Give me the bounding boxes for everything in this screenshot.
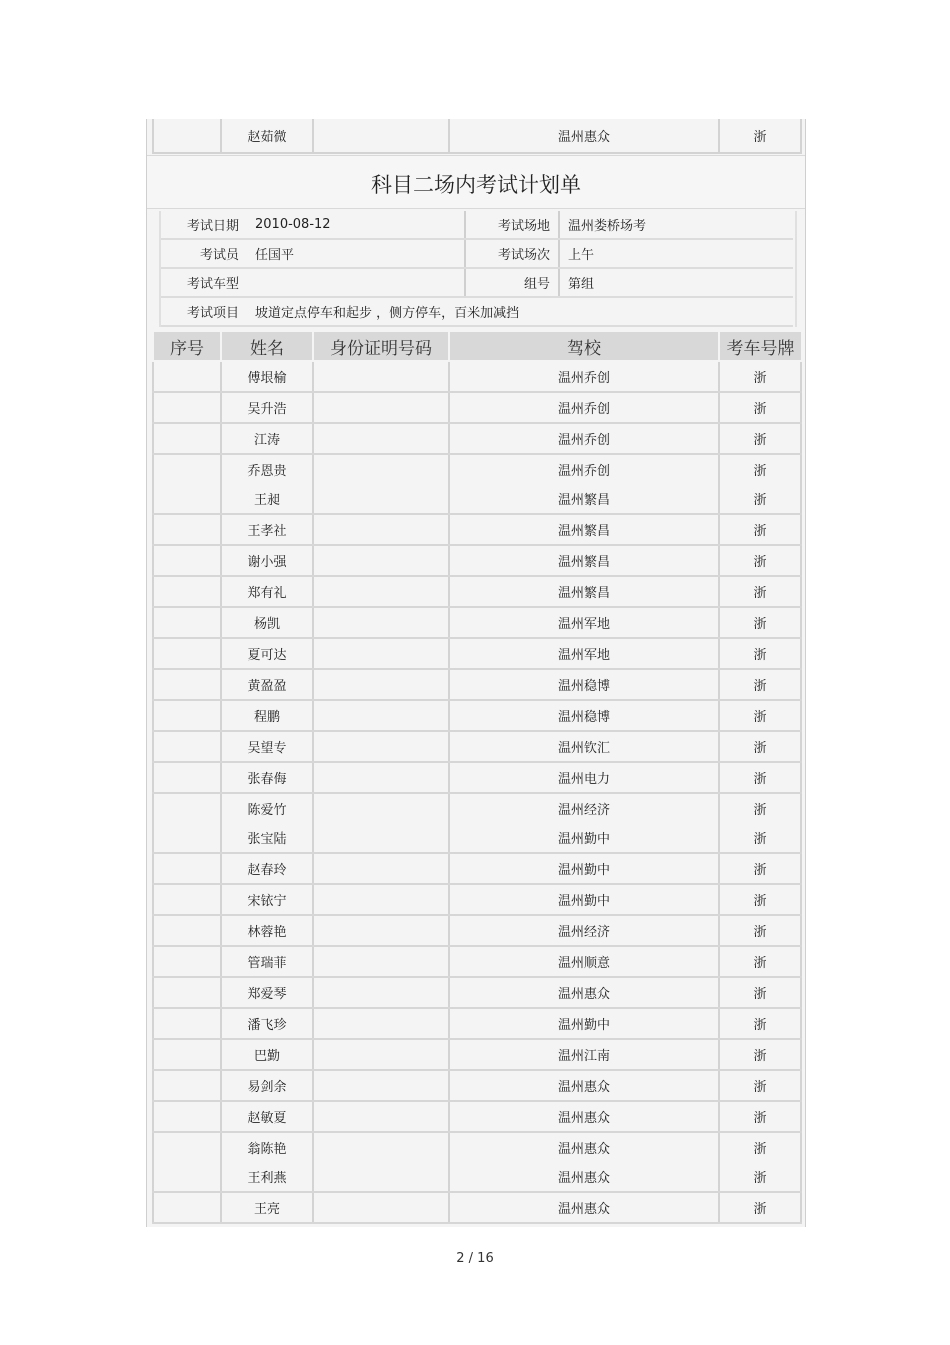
school-cell: 温州乔创 <box>449 392 719 423</box>
school-cell: 温州顺意 <box>449 946 719 977</box>
name-cell: 赵茹微 <box>221 119 313 153</box>
id-cell <box>313 977 449 1008</box>
seq-cell <box>153 762 221 793</box>
name-cell: 陈爱竹 <box>221 793 313 823</box>
session-value: 上午 <box>559 239 793 268</box>
seq-cell <box>153 638 221 669</box>
seq-cell <box>153 607 221 638</box>
table-row <box>153 514 801 545</box>
candidate-table <box>152 362 802 1224</box>
school-cell: 温州惠众 <box>449 1101 719 1132</box>
school-cell: 温州勤中 <box>449 884 719 915</box>
id-cell <box>313 392 449 423</box>
plate-cell: 浙 <box>719 731 801 762</box>
carryover-row <box>153 119 801 153</box>
table-row <box>153 946 801 977</box>
candidate-rows <box>153 362 801 1223</box>
table-row <box>153 977 801 1008</box>
school-cell: 温州江南 <box>449 1039 719 1070</box>
plate-cell: 浙 <box>719 1192 801 1223</box>
id-cell <box>313 607 449 638</box>
name-cell: 乔恩贵 <box>221 454 313 484</box>
name-cell: 吴升浩 <box>221 392 313 423</box>
school-cell: 温州勤中 <box>449 853 719 884</box>
name-cell: 管瑞菲 <box>221 946 313 977</box>
col-header-plate: 考车号牌 <box>719 332 801 360</box>
id-cell <box>313 119 449 153</box>
plate-cell: 浙 <box>719 946 801 977</box>
seq-cell <box>153 853 221 884</box>
name-cell: 谢小强 <box>221 545 313 576</box>
name-cell: 郑有礼 <box>221 576 313 607</box>
plate-cell: 浙 <box>719 119 801 153</box>
exam-info-table <box>161 211 793 327</box>
id-cell <box>313 638 449 669</box>
name-cell: 黄盈盈 <box>221 669 313 700</box>
seq-cell <box>153 1192 221 1223</box>
seq-cell <box>153 484 221 514</box>
plate-cell: 浙 <box>719 793 801 823</box>
plate-cell: 浙 <box>719 823 801 853</box>
seq-cell <box>153 576 221 607</box>
info-row-examiner <box>161 239 793 268</box>
seq-cell <box>153 119 221 153</box>
id-cell <box>313 853 449 884</box>
school-cell: 温州惠众 <box>449 1192 719 1223</box>
car-type-label: 考试车型 <box>161 268 247 297</box>
plate-cell: 浙 <box>719 638 801 669</box>
table-row <box>153 638 801 669</box>
school-cell: 温州军地 <box>449 638 719 669</box>
table-row <box>153 700 801 731</box>
table-row <box>153 823 801 853</box>
table-row <box>153 915 801 946</box>
name-cell: 巴勤 <box>221 1039 313 1070</box>
plate-cell: 浙 <box>719 1162 801 1192</box>
examiner-value: 任国平 <box>247 239 465 268</box>
seq-cell <box>153 731 221 762</box>
plate-cell: 浙 <box>719 700 801 731</box>
name-cell: 赵春玲 <box>221 853 313 884</box>
school-cell: 温州繁昌 <box>449 484 719 514</box>
school-cell: 温州惠众 <box>449 1162 719 1192</box>
id-cell <box>313 514 449 545</box>
column-header-row <box>153 332 801 360</box>
car-type-value <box>247 268 465 297</box>
name-cell: 林蓉艳 <box>221 915 313 946</box>
table-row <box>153 853 801 884</box>
plate-cell: 浙 <box>719 853 801 884</box>
seq-cell <box>153 545 221 576</box>
school-cell: 温州乔创 <box>449 454 719 484</box>
seq-cell <box>153 1132 221 1162</box>
id-cell <box>313 915 449 946</box>
col-header-name: 姓名 <box>221 332 313 360</box>
table-row <box>153 362 801 392</box>
seq-cell <box>153 454 221 484</box>
school-cell: 温州惠众 <box>449 1132 719 1162</box>
table-row <box>153 423 801 454</box>
name-cell: 杨凯 <box>221 607 313 638</box>
table-row <box>153 1070 801 1101</box>
name-cell: 郑爱琴 <box>221 977 313 1008</box>
plate-cell: 浙 <box>719 607 801 638</box>
school-cell: 温州军地 <box>449 607 719 638</box>
seq-cell <box>153 514 221 545</box>
seq-cell <box>153 700 221 731</box>
plate-cell: 浙 <box>719 392 801 423</box>
id-cell <box>313 1039 449 1070</box>
info-row-date <box>161 211 793 239</box>
seq-cell <box>153 362 221 392</box>
school-cell: 温州乔创 <box>449 362 719 392</box>
carryover-row-table <box>152 119 802 154</box>
seq-cell <box>153 1039 221 1070</box>
table-row <box>153 884 801 915</box>
name-cell: 夏可达 <box>221 638 313 669</box>
seq-cell <box>153 823 221 853</box>
name-cell: 赵敏夏 <box>221 1101 313 1132</box>
name-cell: 潘飞珍 <box>221 1008 313 1039</box>
school-cell: 温州稳博 <box>449 669 719 700</box>
plate-cell: 浙 <box>719 362 801 392</box>
school-cell: 温州乔创 <box>449 423 719 454</box>
col-header-seq: 序号 <box>153 332 221 360</box>
seq-cell <box>153 977 221 1008</box>
group-value: 第组 <box>559 268 793 297</box>
seq-cell <box>153 669 221 700</box>
name-cell: 张宝陆 <box>221 823 313 853</box>
school-cell: 温州经济 <box>449 793 719 823</box>
exam-plan-sheet <box>146 119 806 1227</box>
id-cell <box>313 576 449 607</box>
column-header-table <box>152 332 801 360</box>
plate-cell: 浙 <box>719 1070 801 1101</box>
school-cell: 温州惠众 <box>449 119 719 153</box>
id-cell <box>313 884 449 915</box>
table-row <box>153 731 801 762</box>
title-band <box>147 155 805 209</box>
table-row <box>153 1101 801 1132</box>
table-row <box>153 1132 801 1162</box>
table-row <box>153 762 801 793</box>
name-cell: 宋铱宁 <box>221 884 313 915</box>
id-cell <box>313 793 449 823</box>
col-header-id: 身份证明号码 <box>313 332 449 360</box>
plate-cell: 浙 <box>719 454 801 484</box>
seq-cell <box>153 1008 221 1039</box>
id-cell <box>313 1162 449 1192</box>
group-label: 组号 <box>465 268 559 297</box>
seq-cell <box>153 1101 221 1132</box>
col-header-school: 驾校 <box>449 332 719 360</box>
id-cell <box>313 946 449 977</box>
items-label: 考试项目 <box>161 297 247 326</box>
plate-cell: 浙 <box>719 514 801 545</box>
plate-cell: 浙 <box>719 423 801 454</box>
table-row <box>153 484 801 514</box>
plate-cell: 浙 <box>719 576 801 607</box>
school-cell: 温州繁昌 <box>449 576 719 607</box>
name-cell: 王孝社 <box>221 514 313 545</box>
plate-cell: 浙 <box>719 1101 801 1132</box>
id-cell <box>313 1070 449 1101</box>
venue-label: 考试场地 <box>465 211 559 239</box>
id-cell <box>313 731 449 762</box>
school-cell: 温州钦汇 <box>449 731 719 762</box>
plate-cell: 浙 <box>719 1039 801 1070</box>
plate-cell: 浙 <box>719 1008 801 1039</box>
table-row <box>153 1162 801 1192</box>
plate-cell: 浙 <box>719 915 801 946</box>
id-cell <box>313 545 449 576</box>
plate-cell: 浙 <box>719 1132 801 1162</box>
seq-cell <box>153 946 221 977</box>
plate-cell: 浙 <box>719 977 801 1008</box>
school-cell: 温州惠众 <box>449 977 719 1008</box>
school-cell: 温州繁昌 <box>449 514 719 545</box>
id-cell <box>313 1008 449 1039</box>
table-row <box>153 576 801 607</box>
table-row <box>153 1192 801 1223</box>
table-row <box>153 454 801 484</box>
name-cell: 张春侮 <box>221 762 313 793</box>
table-row <box>153 793 801 823</box>
plate-cell: 浙 <box>719 762 801 793</box>
school-cell: 温州经济 <box>449 915 719 946</box>
id-cell <box>313 823 449 853</box>
seq-cell <box>153 423 221 454</box>
table-row <box>153 545 801 576</box>
session-label: 考试场次 <box>465 239 559 268</box>
seq-cell <box>153 392 221 423</box>
date-value: 2010-08-12 <box>247 211 465 239</box>
table-row <box>153 669 801 700</box>
id-cell <box>313 362 449 392</box>
seq-cell <box>153 915 221 946</box>
plate-cell: 浙 <box>719 884 801 915</box>
seq-cell <box>153 1070 221 1101</box>
seq-cell <box>153 793 221 823</box>
venue-value: 温州娄桥场考 <box>559 211 793 239</box>
seq-cell <box>153 1162 221 1192</box>
name-cell: 傅垠榆 <box>221 362 313 392</box>
name-cell: 王亮 <box>221 1192 313 1223</box>
school-cell: 温州勤中 <box>449 823 719 853</box>
school-cell: 温州稳博 <box>449 700 719 731</box>
id-cell <box>313 762 449 793</box>
table-row <box>153 607 801 638</box>
table-row <box>153 392 801 423</box>
date-label: 考试日期 <box>161 211 247 239</box>
id-cell <box>313 669 449 700</box>
page-indicator: 2 / 16 <box>456 1251 494 1266</box>
items-value: 坡道定点停车和起步 ，侧方停车，百米加减挡 <box>247 297 793 326</box>
table-row <box>153 1008 801 1039</box>
plate-cell: 浙 <box>719 669 801 700</box>
name-cell: 江涛 <box>221 423 313 454</box>
id-cell <box>313 1101 449 1132</box>
name-cell: 程鹏 <box>221 700 313 731</box>
school-cell: 温州勤中 <box>449 1008 719 1039</box>
id-cell <box>313 700 449 731</box>
id-cell <box>313 1192 449 1223</box>
name-cell: 翁陈艳 <box>221 1132 313 1162</box>
table-row <box>153 1039 801 1070</box>
name-cell: 易剑余 <box>221 1070 313 1101</box>
name-cell: 吴望专 <box>221 731 313 762</box>
id-cell <box>313 484 449 514</box>
info-row-items <box>161 297 793 326</box>
school-cell: 温州繁昌 <box>449 545 719 576</box>
id-cell <box>313 454 449 484</box>
name-cell: 王利燕 <box>221 1162 313 1192</box>
info-row-car <box>161 268 793 297</box>
examiner-label: 考试员 <box>161 239 247 268</box>
name-cell: 王昶 <box>221 484 313 514</box>
plate-cell: 浙 <box>719 484 801 514</box>
page-title: 科目二场内考试计划单 <box>371 173 581 197</box>
seq-cell <box>153 884 221 915</box>
school-cell: 温州电力 <box>449 762 719 793</box>
id-cell <box>313 1132 449 1162</box>
id-cell <box>313 423 449 454</box>
school-cell: 温州惠众 <box>449 1070 719 1101</box>
plate-cell: 浙 <box>719 545 801 576</box>
